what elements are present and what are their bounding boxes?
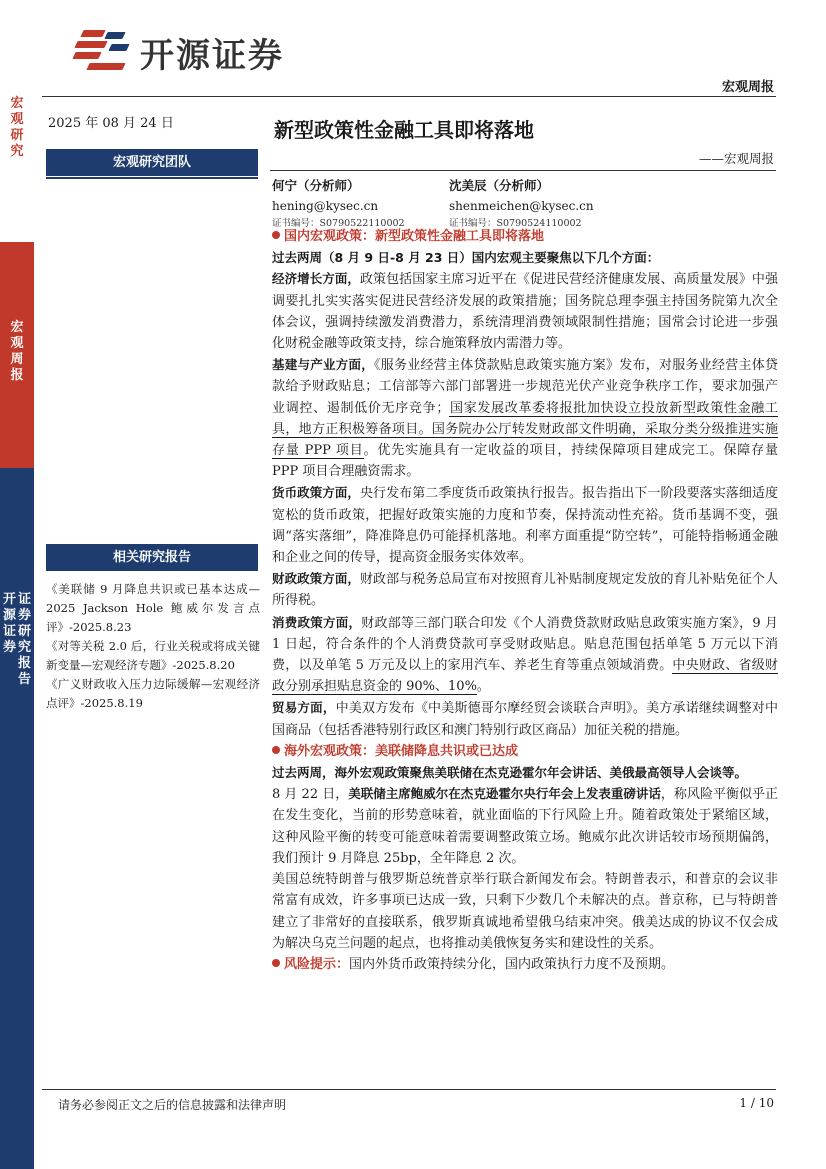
paragraph-label: 贸易方面，	[272, 700, 336, 716]
side-tab-char: 报	[18, 656, 32, 671]
side-tab-char: 研	[10, 128, 24, 143]
paragraph-text-underlined: 中央财政、省级财政分别承担贴息资金的 90%、10%	[272, 658, 778, 695]
risk-warning	[272, 954, 778, 975]
report-subtitle: ——宏观周报	[698, 151, 774, 166]
paragraph-monetary	[272, 482, 778, 568]
paragraph-text: 政策包括国家主席习近平在《促进民营经济健康发展、高质量发展》中强调要扎扎实实落实促进民营经济发展的政策措施；国务院总理李强主持国务院第九次全体会议，强调持续激发消费潜力，系统清理消费领域限制性措施；国常会讨论进一步强化财税金融等政策支持，综合施策释放内需潜力等。	[272, 272, 778, 352]
section-heading-overseas	[272, 741, 778, 762]
paragraph-text: 央行发布第二季度货币政策执行报告。报告指出下一阶段要落实落细适度宽松的货币政策，把握好政策实施的力度和节奏，保持流动性充裕。货币基调不变，强调“落实落细”，降准降息仍可能择机落地。利率方面重提“防空转”，可能特指畅通金融和企业之间的传导，提高资金服务实体效率。	[272, 486, 778, 566]
analyst-email[interactable]: hening@kysec.cn	[272, 199, 379, 213]
paragraph-prefix: 8 月 22 日，	[272, 787, 349, 803]
analyst-card	[272, 176, 405, 232]
report-body	[272, 226, 778, 975]
side-tab-macro-research	[0, 86, 34, 242]
side-tab-char: 证	[18, 592, 32, 607]
analyst-cert: 证书编号：S0790522110002	[272, 218, 405, 229]
report-date: 2025 年 08 月 24 日	[48, 116, 174, 131]
related-reports-label: 相关研究报告	[112, 550, 191, 565]
doc-type-label: 宏观周报	[721, 80, 774, 95]
analyst-card	[449, 176, 594, 232]
related-report-link[interactable]: 《广义财政收入压力边际缓解—宏观经济点评》-2025.8.19	[46, 677, 260, 710]
paragraph-us-russia: 美国总统特朗普与俄罗斯总统普京举行联合新闻发布会。特朗普表示，和普京的会议非常富有成效，许多事项已达成一致，只剩下少数几个未解决的点。普京称，已与特朗普建立了非常好的直接联系，俄罗斯真诚地希望俄乌结束冲突。俄美达成的协议不仅会成为解决乌克兰问题的起点，也将推动美俄恢复务实和建设性的关系。	[272, 872, 778, 951]
side-tab-char: 证	[2, 624, 16, 639]
side-tab-char: 周	[10, 352, 24, 367]
side-tab-char: 开	[2, 592, 16, 607]
paragraph-label: 货币政策方面，	[272, 485, 360, 501]
section-heading-text: 国内宏观政策：新型政策性金融工具即将落地	[284, 229, 545, 244]
logo-mark-icon	[74, 24, 132, 76]
paragraph-fiscal	[272, 568, 778, 611]
paragraph-text: 。	[476, 679, 490, 695]
side-tab-company	[0, 468, 34, 1169]
side-tab-char: 券	[18, 608, 32, 623]
related-report-link[interactable]: 《美联储 9 月降息共识或已基本达成—2025 Jackson Hole 鲍威尔发言点评》-2025.8.23	[46, 582, 260, 634]
page-number: 1 / 10	[739, 1096, 774, 1110]
paragraph-text: ，称风险平衡似乎正在发生变化，当前的形势意味着，就业面临的下行风险上升。随着政策处于紧缩区域，这种风险平衡的转变可能意味着需要调整政策立场。鲍威尔此次讲话较市场预期偏鸽，我们预计 9 月降息 25bp，全年降息 2 次。	[272, 787, 778, 866]
paragraph-label: 经济增长方面，	[272, 271, 360, 287]
paragraph-label: 基建与产业方面，	[272, 357, 374, 373]
section-heading-domestic	[272, 226, 778, 247]
side-tab-macro-weekly	[0, 242, 34, 468]
section-lead: 过去两周，海外宏观政策聚焦美联储在杰克逊霍尔年会讲话、美俄最高领导人会谈等。	[272, 765, 748, 781]
paragraph-infrastructure	[272, 354, 778, 482]
paragraph-label: 财政政策方面，	[272, 571, 360, 587]
side-tab-col-1	[3, 592, 16, 656]
team-heading-rule	[46, 177, 258, 179]
bullet-dot-icon	[272, 231, 280, 239]
analyst-name: 沈美辰（分析师）	[449, 178, 550, 193]
section-heading-text: 海外宏观政策：美联储降息共识或已达成	[284, 743, 519, 759]
team-heading	[46, 149, 258, 176]
risk-label-text: 风险提示：	[284, 956, 350, 972]
paragraph-text: 财政部等三部门联合印发《个人消费贷款财政贴息政策实施方案》，9 月 1 日起，符合条件的个人消费贷款可享受财政贴息。贴息范围包括单笔 5 万元以下消费，以及单笔 5 万元及以上的家用汽车、养老生育等重点领域消费。	[272, 615, 778, 674]
paragraph-consumption	[272, 612, 778, 698]
brand-name: 开源证券	[140, 36, 284, 76]
footer-divider	[42, 1089, 776, 1090]
section-lead: 过去两周（8 月 9 日-8 月 23 日）国内宏观主要聚焦以下几个方面：	[272, 250, 660, 266]
side-tab-char: 宏	[10, 96, 24, 111]
side-tab-char: 告	[18, 672, 32, 687]
paragraph-text: 财政部与税务总局宣布对按照育儿补贴制度规定发放的育儿补贴免征个人所得税。	[272, 572, 778, 609]
side-tab-char: 券	[2, 640, 16, 655]
paragraph-growth	[272, 268, 778, 354]
report-title: 新型政策性金融工具即将落地	[274, 118, 534, 142]
paragraph-trade	[272, 697, 778, 740]
header-divider	[42, 96, 776, 97]
related-reports-list	[46, 580, 260, 713]
bullet-dot-icon	[272, 746, 280, 754]
side-tab-char: 观	[10, 336, 24, 351]
footer-disclaimer: 请务必参阅正文之后的信息披露和法律声明	[58, 1098, 287, 1112]
paragraph-text: 中美双方发布《中美斯德哥尔摩经贸会谈联合声明》。美方承诺继续调整对中国商品（包括香港特别行政区和澳门特别行政区商品）加征关税的措施。	[272, 701, 778, 738]
paragraph-text-underlined: 国家发展改革委将报批加快设立投放新型政策性金融工具，地方正积极筹备项目。国务院办公厅转发财政部文件明确，采取分类分级推进实施存量 PPP 项目	[272, 400, 778, 459]
side-tab-char: 源	[2, 608, 16, 623]
title-divider	[270, 170, 776, 171]
side-tab-char: 究	[18, 640, 32, 655]
side-tab-char: 观	[10, 112, 24, 127]
analyst-cert: 证书编号：S0790524110002	[449, 218, 582, 229]
paragraph-label: 消费政策方面，	[272, 614, 362, 630]
related-report-link[interactable]: 《对等关税 2.0 后，行业关税或将成关键新变量—宏观经济专题》-2025.8.20	[46, 639, 260, 672]
side-tab-char: 报	[10, 368, 24, 383]
analyst-name: 何宁（分析师）	[272, 178, 360, 193]
side-tab-char: 宏	[10, 320, 24, 335]
risk-label	[272, 957, 349, 972]
bullet-dot-icon	[272, 959, 280, 967]
paragraph-label: 美联储主席鲍威尔在杰克逊霍尔央行年会上发表重磅讲话	[348, 786, 661, 802]
side-tab-col-2	[18, 592, 31, 688]
paragraph-text: 《服务业经营主体贷款贴息政策实施方案》发布，对服务业经营主体贷款给予财政贴息；工信部等六部门部署进一步规范光伏产业竞争秩序工作，要求加强产业调控、遏制低价无序竞争；	[272, 358, 778, 416]
risk-text: 国内外货币政策持续分化，国内政策执行力度不及预期。	[349, 956, 675, 972]
side-tab-char: 研	[18, 624, 32, 639]
analyst-email[interactable]: shenmeichen@kysec.cn	[449, 199, 594, 213]
team-heading-label: 宏观研究团队	[112, 155, 191, 170]
paragraph-fed	[272, 783, 778, 869]
paragraph-text: 。优先实施具有一定收益的项目，持续保障项目建成完工。保障存量 PPP 项目合理融资需求。	[272, 443, 778, 480]
brand-logo	[74, 24, 314, 76]
related-reports-heading	[46, 544, 258, 571]
side-tab-char: 究	[10, 144, 24, 159]
